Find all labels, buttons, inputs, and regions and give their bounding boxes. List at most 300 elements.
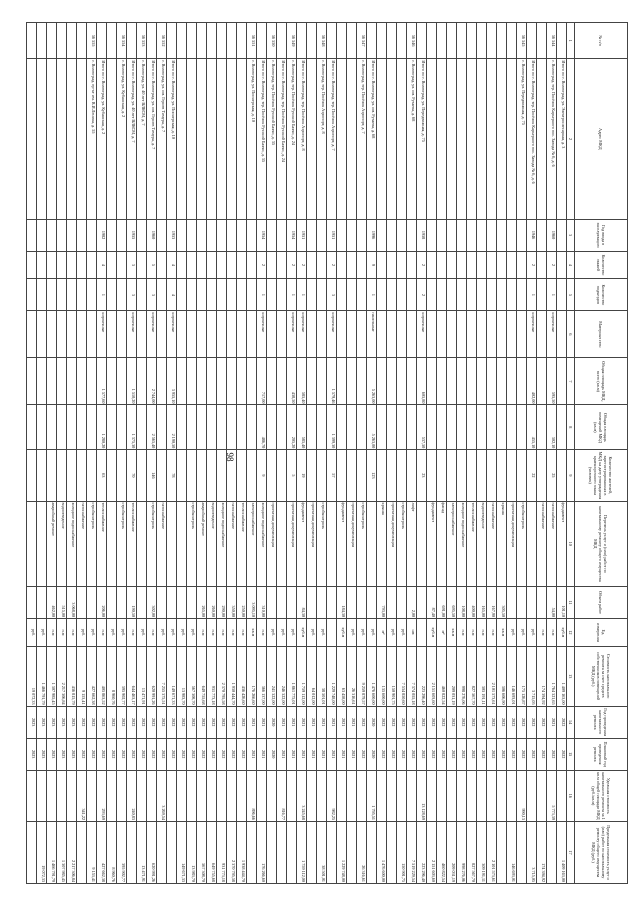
limit-cost-cell: 395 902,77 <box>117 821 127 883</box>
residents-cell <box>217 450 227 501</box>
unit-cost-cell: 982,25 <box>327 770 337 821</box>
cost-cell: 2 217 306,84 <box>57 646 67 706</box>
entrances-cell <box>227 279 237 311</box>
address-cell <box>447 59 457 219</box>
premises-area-cell <box>357 405 367 450</box>
work-type-cell: стройконтроль <box>397 501 407 586</box>
wall-material-cell: кирпичные <box>167 311 177 358</box>
premises-area-cell <box>407 405 417 450</box>
volume-cell: 190,50 <box>127 586 137 618</box>
repair-year-cell: 2023 <box>47 706 57 738</box>
residents-cell <box>537 450 547 501</box>
total-area-cell <box>107 358 117 405</box>
residents-cell <box>387 450 397 501</box>
table-row <box>47 23 57 884</box>
unit-cell: руб. <box>287 619 297 647</box>
unit-cost-cell <box>267 770 277 821</box>
entrances-cell: 1 <box>257 279 267 311</box>
work-type-cell <box>167 501 177 586</box>
entrances-cell: 3 <box>147 279 157 311</box>
row-number: 56 552 <box>157 23 167 59</box>
limit-cost-cell: 1 229 748,00 <box>337 821 347 883</box>
limit-cost-cell <box>497 821 507 883</box>
work-type-cell: газоснабжение <box>157 501 167 586</box>
address-cell: Итого по г. Волгоград, ул. Электрослесарная, д. 3 <box>557 59 567 219</box>
wall-material-cell <box>197 311 207 358</box>
unit-cell: куб.м <box>557 619 567 647</box>
document-sheet <box>31 22 628 884</box>
year-cell <box>87 219 97 251</box>
year-cell <box>187 219 197 251</box>
work-type-cell <box>177 501 187 586</box>
wall-material-cell <box>237 311 247 358</box>
volume-cell <box>157 586 167 618</box>
cost-cell: 8 960,76 <box>107 646 117 706</box>
volume-cell: 2,00 <box>407 586 417 618</box>
planned-year-cell: 2022 <box>527 738 537 770</box>
row-number <box>487 23 497 59</box>
repair-year-cell: 2021 <box>307 706 317 738</box>
address-cell <box>387 59 397 219</box>
year-cell <box>27 219 37 251</box>
premises-area-cell: 486,70 <box>257 405 267 450</box>
work-type-cell: стройконтроль <box>317 501 327 586</box>
year-cell <box>467 219 477 251</box>
repair-year-cell: 2022 <box>467 706 477 738</box>
limit-cost-cell: 1 759 112,00 <box>297 821 307 883</box>
limit-cost-cell: 176 266,60 <box>257 821 267 883</box>
work-type-cell: газоснабжение <box>77 501 87 586</box>
work-type-cell: проектная документация <box>267 501 277 586</box>
limit-cost-cell: 174 394,92 <box>537 821 547 883</box>
residents-cell <box>27 450 37 501</box>
address-cell <box>537 59 547 219</box>
residents-cell <box>507 450 517 501</box>
column-header: Год ввода в эксплуатацию <box>575 219 628 251</box>
unit-cell: руб. <box>77 619 87 647</box>
work-type-cell: газоснабжение <box>227 501 237 586</box>
repair-year-cell: 2022 <box>357 706 367 738</box>
volume-cell: 350,00 <box>227 586 237 618</box>
volume-cell <box>287 586 297 618</box>
limit-cost-cell: 1 466 791,79 <box>47 821 57 883</box>
limit-cost-cell: 460 822,54 <box>437 821 447 883</box>
row-number <box>67 23 77 59</box>
entrances-cell <box>457 279 467 311</box>
limit-cost-cell: 1 938 444,70 <box>237 821 247 883</box>
floors-cell <box>557 251 567 279</box>
entrances-cell <box>277 279 287 311</box>
unit-cost-cell <box>107 770 117 821</box>
cost-cell: 395 902,77 <box>117 646 127 706</box>
cost-cell: 1 229 748,00 <box>327 646 337 706</box>
unit-cell: п.м <box>57 619 67 647</box>
table-row <box>207 23 217 884</box>
entrances-cell <box>307 279 317 311</box>
wall-material-cell: панельные <box>367 311 377 358</box>
premises-area-cell <box>397 405 407 450</box>
row-number <box>417 23 427 59</box>
premises-area-cell <box>377 405 387 450</box>
table-row <box>387 23 397 884</box>
total-area-cell <box>467 358 477 405</box>
column-number: 17 <box>567 821 575 883</box>
total-area-cell <box>237 358 247 405</box>
wall-material-cell <box>107 311 117 358</box>
address-cell <box>437 59 447 219</box>
address-cell: Итого по г. Волгоград, ул. 40 лет ВЛКСМ, д. 7 <box>127 59 137 219</box>
address-cell <box>77 59 87 219</box>
column-header: Ед. измерения <box>575 619 628 647</box>
planned-year-cell: 2022 <box>117 738 127 770</box>
planned-year-cell: 2022 <box>217 738 227 770</box>
year-cell <box>207 219 217 251</box>
column-number: 5 <box>567 279 575 311</box>
limit-cost-cell <box>517 821 527 883</box>
work-type-cell: электроснабжение <box>247 501 257 586</box>
entrances-cell <box>247 279 257 311</box>
cost-cell: 460 822,54 <box>437 646 447 706</box>
wall-material-cell <box>57 311 67 358</box>
wall-material-cell: кирпичные <box>97 311 107 358</box>
planned-year-cell: 2022 <box>167 738 177 770</box>
floors-cell <box>387 251 397 279</box>
work-type-cell: стройконтроль <box>87 501 97 586</box>
row-number <box>307 23 317 59</box>
premises-area-cell: 2 565,40 <box>147 405 157 450</box>
limit-cost-cell: 223 296,40 <box>417 821 427 883</box>
volume-cell: 167,90 <box>487 586 497 618</box>
residents-cell <box>517 450 527 501</box>
row-number <box>107 23 117 59</box>
limit-cost-cell: 1 307 985,45 <box>57 821 67 883</box>
column-header: Адрес МКД <box>575 59 628 219</box>
year-cell <box>137 219 147 251</box>
limit-cost-cell: 998 276,06 <box>457 821 467 883</box>
cost-cell: 149 671,33 <box>167 646 177 706</box>
planned-year-cell: 2022 <box>187 738 197 770</box>
volume-cell: 165,00 <box>477 586 487 618</box>
work-type-cell <box>417 501 427 586</box>
unit-cost-cell <box>257 770 267 821</box>
entrances-cell <box>37 279 47 311</box>
planned-year-cell: 2022 <box>557 738 567 770</box>
limit-cost-cell: 7 519 229,54 <box>407 821 417 883</box>
premises-area-cell <box>457 405 467 450</box>
cost-cell: 2 370 795,58 <box>217 646 227 706</box>
unit-cost-cell <box>197 770 207 821</box>
address-cell: Итого по г. Волгоград, тер. Посёлок Аэропорт, д. 7 <box>327 59 337 219</box>
table-row <box>107 23 117 884</box>
unit-cell: руб. <box>37 619 47 647</box>
year-cell <box>437 219 447 251</box>
unit-cell: п.м <box>237 619 247 647</box>
floors-cell: 2 <box>257 251 267 279</box>
address-cell: г. Волгоград, ул. им. Рузаева, д. 68 <box>407 59 417 219</box>
work-type-cell <box>367 501 377 586</box>
planned-year-cell: 2022 <box>177 738 187 770</box>
table-row <box>287 23 297 884</box>
address-cell <box>397 59 407 219</box>
row-number <box>507 23 517 59</box>
cost-cell: 2 101 573,61 <box>487 646 497 706</box>
repair-year-cell: 2022 <box>457 706 467 738</box>
limit-cost-cell: 38 501,01 <box>317 821 327 883</box>
year-cell <box>227 219 237 251</box>
entrances-cell <box>487 279 497 311</box>
volume-cell: 793,00 <box>377 586 387 618</box>
wall-material-cell <box>307 311 317 358</box>
column-header: Стоимость капитального ремонта за счет средств собственников помещений МКД (руб.) <box>575 646 628 706</box>
address-cell: г. Волгоград, пр-кт им. В.И.Ленина, д. 55 <box>87 59 97 219</box>
cost-cell: 135 600,00 <box>377 646 387 706</box>
floors-cell: 2 <box>527 251 537 279</box>
year-cell <box>197 219 207 251</box>
repair-year-cell: 2022 <box>527 706 537 738</box>
year-cell <box>347 219 357 251</box>
repair-plan-table <box>26 22 628 884</box>
cost-cell: 176 266,60 <box>247 646 257 706</box>
wall-material-cell <box>497 311 507 358</box>
work-type-cell: фундамент <box>337 501 347 586</box>
table-row <box>367 23 377 884</box>
floors-cell: 2 <box>297 251 307 279</box>
unit-cost-cell: 5 773,39 <box>547 770 557 821</box>
limit-cost-cell: 2 217 306,84 <box>67 821 77 883</box>
limit-cost-cell <box>167 821 177 883</box>
unit-cell: куб.м <box>297 619 307 647</box>
residents-cell: 19 <box>297 450 307 501</box>
planned-year-cell: 2022 <box>497 738 507 770</box>
total-area-cell <box>377 358 387 405</box>
unit-cell: п.м <box>67 619 77 647</box>
entrances-cell <box>117 279 127 311</box>
residents-cell: 25 <box>547 450 557 501</box>
volume-cell: 84,30 <box>297 586 307 618</box>
column-number: 6 <box>567 311 575 358</box>
residents-cell <box>437 450 447 501</box>
unit-cost-cell <box>207 770 217 821</box>
limit-cost-cell: 827 567,70 <box>467 821 477 883</box>
year-cell <box>77 219 87 251</box>
cost-cell: 209 031,19 <box>447 646 457 706</box>
wall-material-cell <box>397 311 407 358</box>
premises-area-cell <box>187 405 197 450</box>
column-number: 4 <box>567 251 575 279</box>
cost-cell: 931 773,18 <box>207 646 217 706</box>
table-row <box>267 23 277 884</box>
wall-material-cell <box>537 311 547 358</box>
row-number: 56 555 <box>87 23 97 59</box>
address-cell: Итого по г. Волгоград, ул. им. Рузаева, д. 68 <box>367 59 377 219</box>
wall-material-cell <box>467 311 477 358</box>
residents-cell <box>277 450 287 501</box>
year-cell <box>157 219 167 251</box>
limit-cost-cell <box>277 821 287 883</box>
premises-area-cell <box>177 405 187 450</box>
entrances-cell: 4 <box>167 279 177 311</box>
cost-cell: 436 426,60 <box>237 646 247 706</box>
planned-year-cell: 2021 <box>247 738 257 770</box>
total-area-cell <box>177 358 187 405</box>
unit-cost-cell <box>177 770 187 821</box>
wall-material-cell <box>217 311 227 358</box>
table-row <box>487 23 497 884</box>
entrances-cell <box>507 279 517 311</box>
row-number <box>237 23 247 59</box>
work-type-cell: теплоснабжение <box>237 501 247 586</box>
address-cell <box>347 59 357 219</box>
wall-material-cell <box>87 311 97 358</box>
volume-cell: 695,50 <box>447 586 457 618</box>
wall-material-cell <box>157 311 167 358</box>
premises-area-cell <box>427 405 437 450</box>
wall-material-cell: кирпичные <box>287 311 297 358</box>
unit-cost-cell <box>527 770 537 821</box>
table-row <box>357 23 367 884</box>
repair-year-cell: 2022 <box>117 706 127 738</box>
limit-cost-cell: 309 191,11 <box>477 821 487 883</box>
floors-cell <box>187 251 197 279</box>
wall-material-cell <box>187 311 197 358</box>
column-header: Плановый год проведения ремонта <box>575 738 628 770</box>
year-cell <box>427 219 437 251</box>
row-number <box>427 23 437 59</box>
volume-cell <box>167 586 177 618</box>
premises-area-cell <box>267 405 277 450</box>
residents-cell <box>317 450 327 501</box>
premises-area-cell <box>137 405 147 450</box>
unit-cell <box>417 619 427 647</box>
work-type-cell: лифт <box>407 501 417 586</box>
residents-cell <box>37 450 47 501</box>
residents-cell <box>447 450 457 501</box>
wall-material-cell <box>207 311 217 358</box>
planned-year-cell: 2022 <box>107 738 117 770</box>
unit-cost-cell <box>467 770 477 821</box>
entrances-cell <box>67 279 77 311</box>
planned-year-cell: 2022 <box>87 738 97 770</box>
total-area-cell <box>47 358 57 405</box>
table-row <box>277 23 287 884</box>
unit-cell: руб. <box>307 619 317 647</box>
cost-cell: 1 466 791,79 <box>37 646 47 706</box>
wall-material-cell <box>487 311 497 358</box>
table-row <box>77 23 87 884</box>
year-cell <box>317 219 327 251</box>
residents-cell <box>157 450 167 501</box>
residents-cell <box>347 450 357 501</box>
entrances-cell <box>427 279 437 311</box>
row-number <box>177 23 187 59</box>
planned-year-cell: 2022 <box>547 738 557 770</box>
cost-cell: 7 255 375,51 <box>157 646 167 706</box>
wall-material-cell <box>317 311 327 358</box>
total-area-cell: 605,80 <box>417 358 427 405</box>
year-cell: 1955 <box>127 219 137 251</box>
planned-year-cell: 2022 <box>487 738 497 770</box>
work-type-cell: холодное водоснабжение <box>67 501 77 586</box>
premises-area-cell <box>87 405 97 450</box>
floors-cell: 9 <box>367 251 377 279</box>
total-area-cell <box>397 358 407 405</box>
unit-cell: куб.м <box>337 619 347 647</box>
cost-cell: 305 191,11 <box>477 646 487 706</box>
entrances-cell <box>467 279 477 311</box>
year-cell <box>37 219 47 251</box>
planned-year-cell: 2021 <box>257 738 267 770</box>
address-cell <box>37 59 47 219</box>
volume-cell: 54,00 <box>547 586 557 618</box>
wall-material-cell <box>507 311 517 358</box>
address-cell <box>497 59 507 219</box>
repair-year-cell: 2022 <box>407 706 417 738</box>
volume-cell <box>267 586 277 618</box>
row-number <box>347 23 357 59</box>
work-type-cell: проектная документация <box>347 501 357 586</box>
row-number <box>537 23 547 59</box>
unit-cost-cell <box>387 770 397 821</box>
year-cell <box>377 219 387 251</box>
year-cell: 1954 <box>287 219 297 251</box>
repair-year-cell: 2022 <box>87 706 97 738</box>
total-area-cell <box>247 358 257 405</box>
row-number: 56 544 <box>547 23 557 59</box>
work-type-cell: стройконтроль <box>187 501 197 586</box>
premises-area-cell <box>517 405 527 450</box>
repair-year-cell: 2021 <box>277 706 287 738</box>
column-number: 16 <box>567 770 575 821</box>
year-cell <box>447 219 457 251</box>
cost-cell: 13 983,70 <box>177 646 187 706</box>
work-type-cell: стройконтроль <box>357 501 367 586</box>
work-type-cell: газоснабжение <box>487 501 497 586</box>
cost-cell: 644 463,17 <box>127 646 137 706</box>
planned-year-cell: 2022 <box>447 738 457 770</box>
address-cell <box>427 59 437 219</box>
row-number <box>27 23 37 59</box>
wall-material-cell <box>67 311 77 358</box>
total-area-cell <box>387 358 397 405</box>
volume-cell: 101,10 <box>557 586 567 618</box>
wall-material-cell <box>447 311 457 358</box>
unit-cell: п.м <box>147 619 157 647</box>
unit-cost-cell <box>447 770 457 821</box>
work-type-cell: фундамент <box>427 501 437 586</box>
planned-year-cell: 2022 <box>357 738 367 770</box>
cost-cell: 9 259 879,57 <box>357 646 367 706</box>
repair-year-cell: 2022 <box>237 706 247 738</box>
row-number <box>47 23 57 59</box>
year-cell: 1960 <box>547 219 557 251</box>
unit-cost-cell <box>317 770 327 821</box>
limit-cost-cell: 931 773,18 <box>217 821 227 883</box>
premises-area-cell <box>307 405 317 450</box>
premises-area-cell <box>27 405 37 450</box>
premises-area-cell <box>57 405 67 450</box>
residents-cell: 23 <box>417 450 427 501</box>
column-header: Предельная стоимость услуг и (или) работ по капитальному ремонту общего имущества МКД (руб.) <box>575 821 628 883</box>
volume-cell <box>507 586 517 618</box>
address-cell <box>467 59 477 219</box>
total-area-cell: 3 955,10 <box>167 358 177 405</box>
cost-cell: 1 476 600,00 <box>367 646 377 706</box>
row-number <box>227 23 237 59</box>
entrances-cell <box>557 279 567 311</box>
unit-cell: руб. <box>27 619 37 647</box>
cost-cell: 2 151 603,60 <box>427 646 437 706</box>
premises-area-cell <box>477 405 487 450</box>
